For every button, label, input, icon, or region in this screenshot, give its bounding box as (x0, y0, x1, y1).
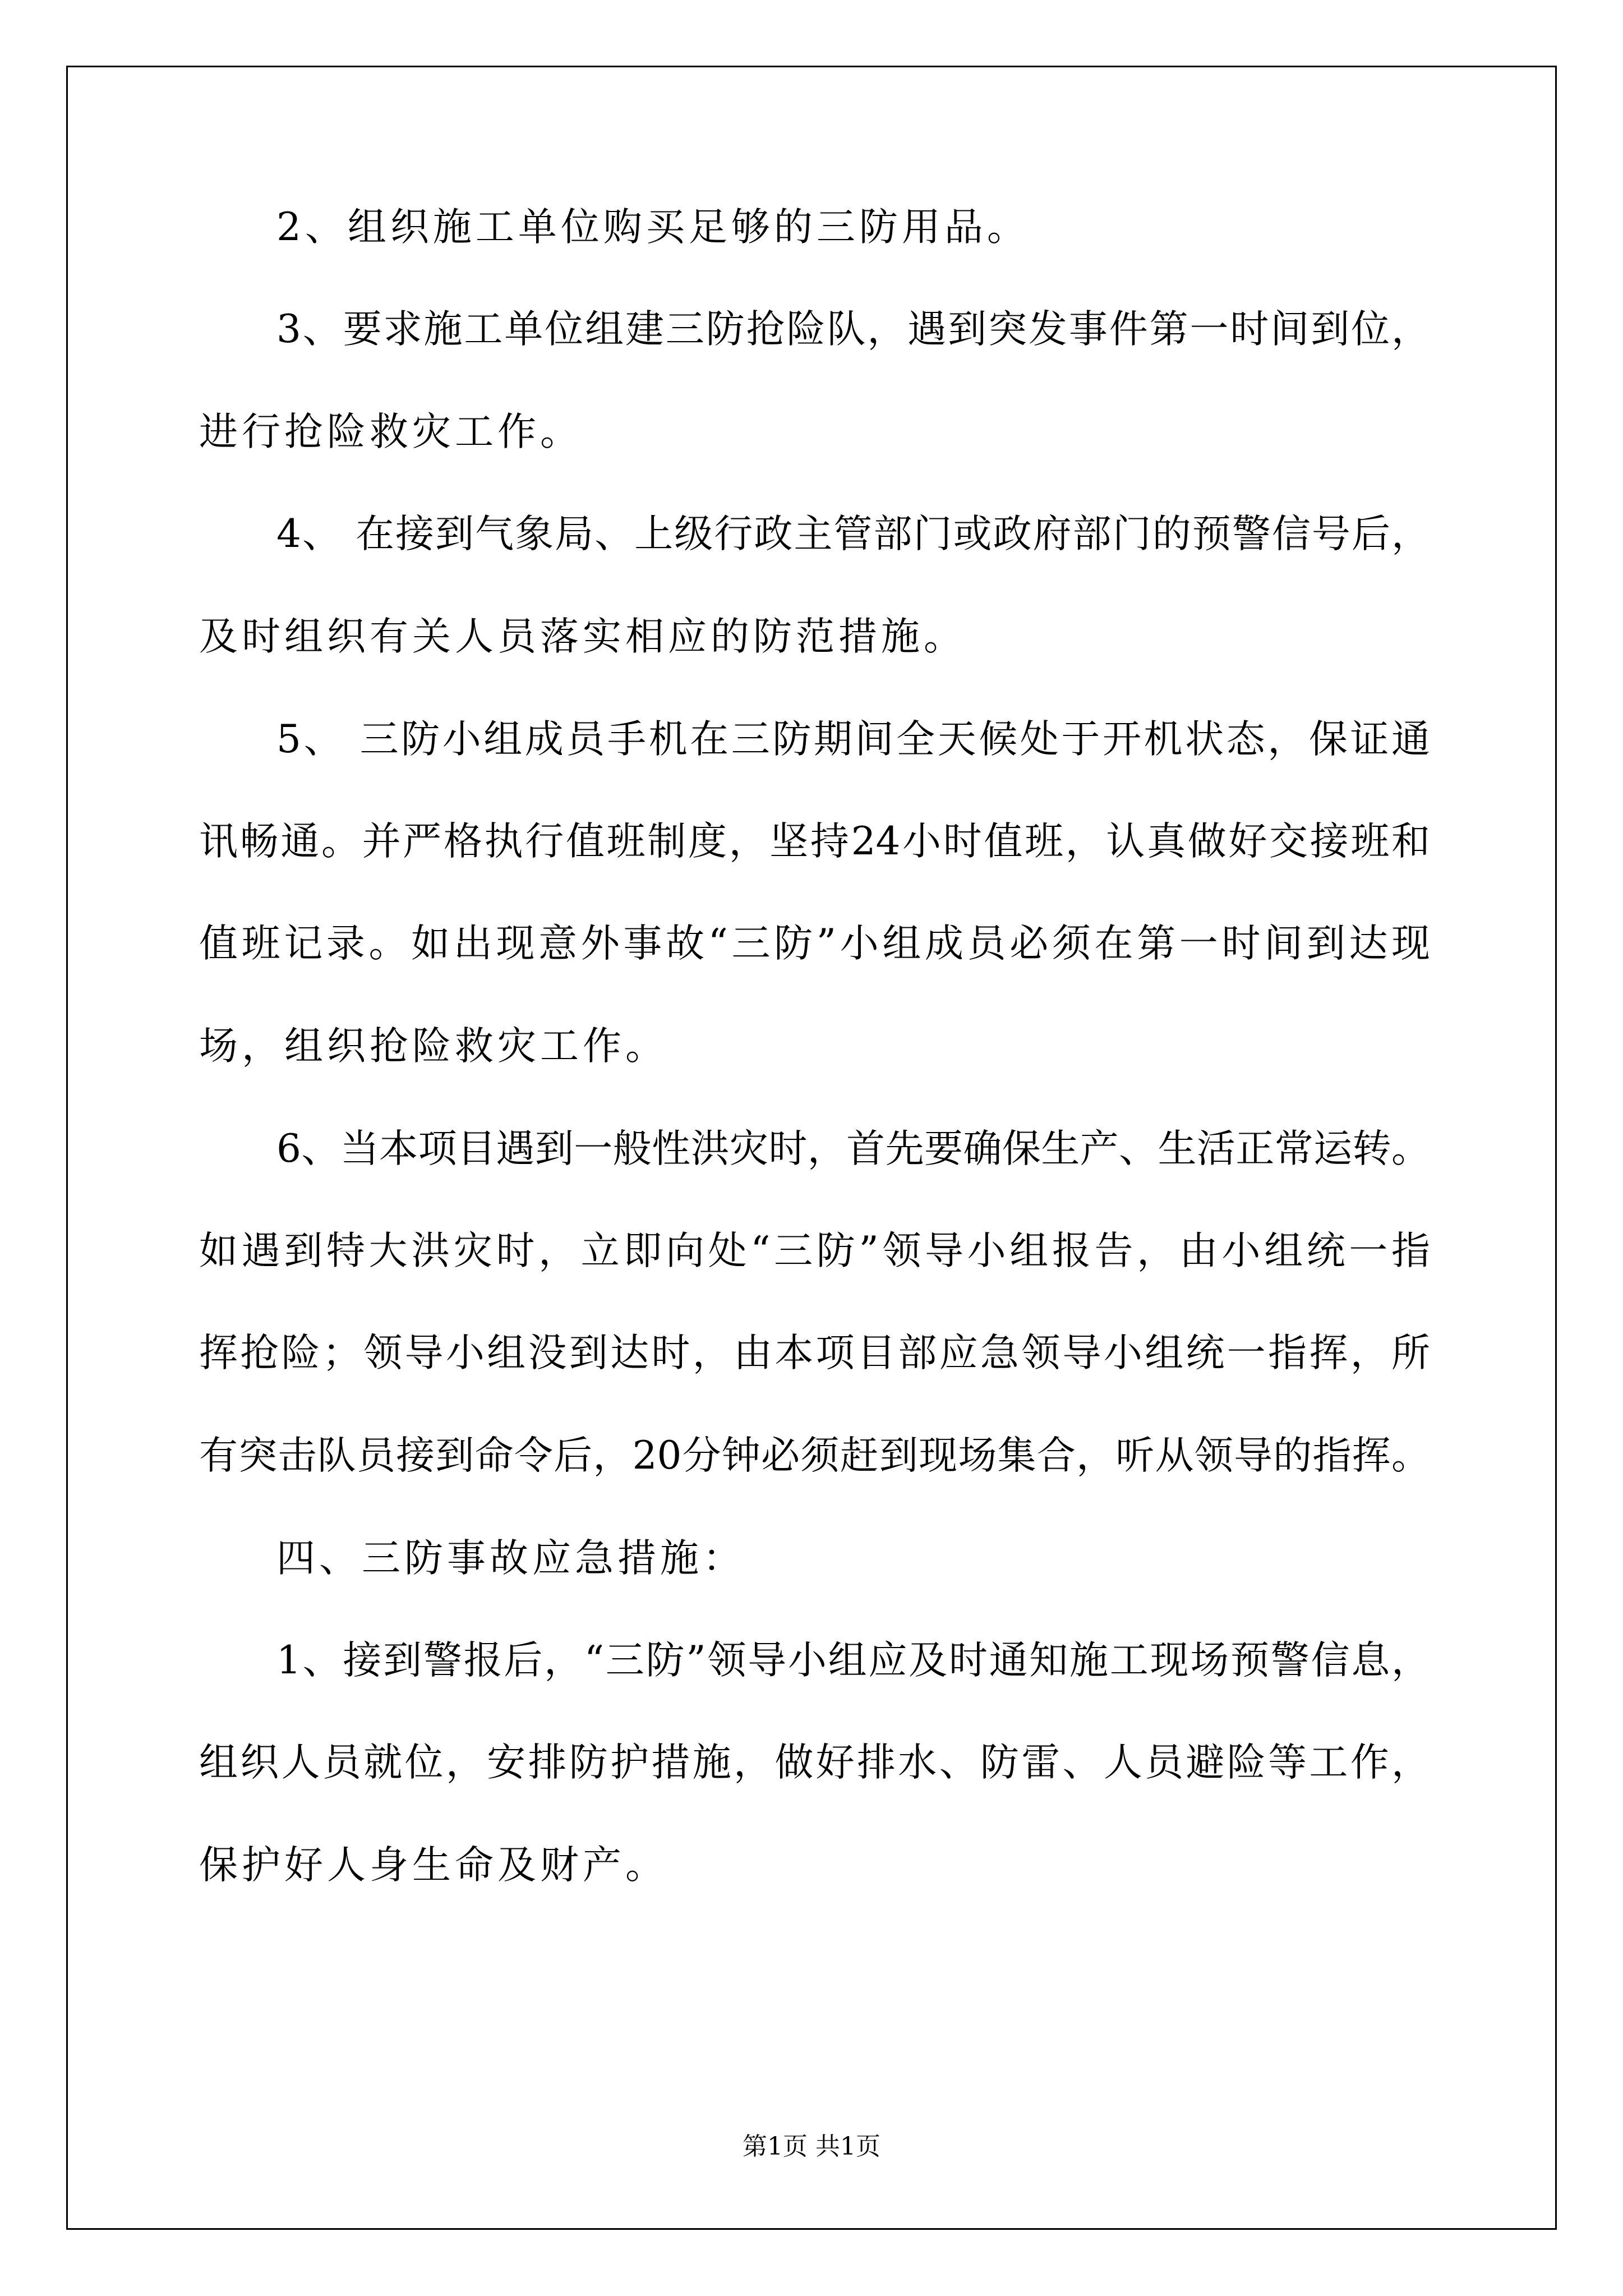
paragraph-line: 5、 三防小组成员手机在三防期间全天候处于开机状态，保证通 (276, 717, 1430, 762)
paragraph-line: 保护好人身生命及财产。 (199, 1843, 668, 1888)
paragraph-line: 值班记录。如出现意外事故“三防”小组成员必须在第一时间到达现 (199, 921, 1430, 966)
page-number: 第1页 共1页 (743, 2132, 880, 2161)
paragraph-line: 讯畅通。并严格执行值班制度，坚持24小时值班，认真做好交接班和 (199, 819, 1430, 864)
paragraph-line: 如遇到特大洪灾时，立即向处“三防”领导小组报告，由小组统一指 (199, 1228, 1430, 1273)
paragraph-line: 2、组织施工单位购买足够的三防用品。 (276, 205, 1030, 250)
paragraph-line: 3、要求施工单位组建三防抢险队，遇到突发事件第一时间到位， (276, 307, 1430, 352)
paragraph-line: 6、当本项目遇到一般性洪灾时，首先要确保生产、生活正常运转。 (276, 1126, 1430, 1171)
paragraph-line: 场，组织抢险救灾工作。 (199, 1024, 668, 1069)
paragraph-line: 4、 在接到气象局、上级行政主管部门或政府部门的预警信号后， (276, 512, 1430, 556)
paragraph-line: 1、接到警报后，“三防”领导小组应及时通知施工现场预警信息， (276, 1638, 1430, 1683)
paragraph-line: 有突击队员接到命令后，20分钟必须赶到现场集合，听从领导的指挥。 (199, 1433, 1430, 1478)
paragraph-line: 及时组织有关人员落实相应的防范措施。 (199, 614, 966, 659)
paragraph-line: 进行抢险救灾工作。 (199, 409, 583, 454)
section-heading: 四、三防事故应急措施： (276, 1536, 745, 1581)
paragraph-line: 挥抢险；领导小组没到达时，由本项目部应急领导小组统一指挥，所 (199, 1331, 1430, 1375)
paragraph-line: 组织人员就位，安排防护措施，做好排水、防雷、人员避险等工作， (199, 1740, 1430, 1785)
